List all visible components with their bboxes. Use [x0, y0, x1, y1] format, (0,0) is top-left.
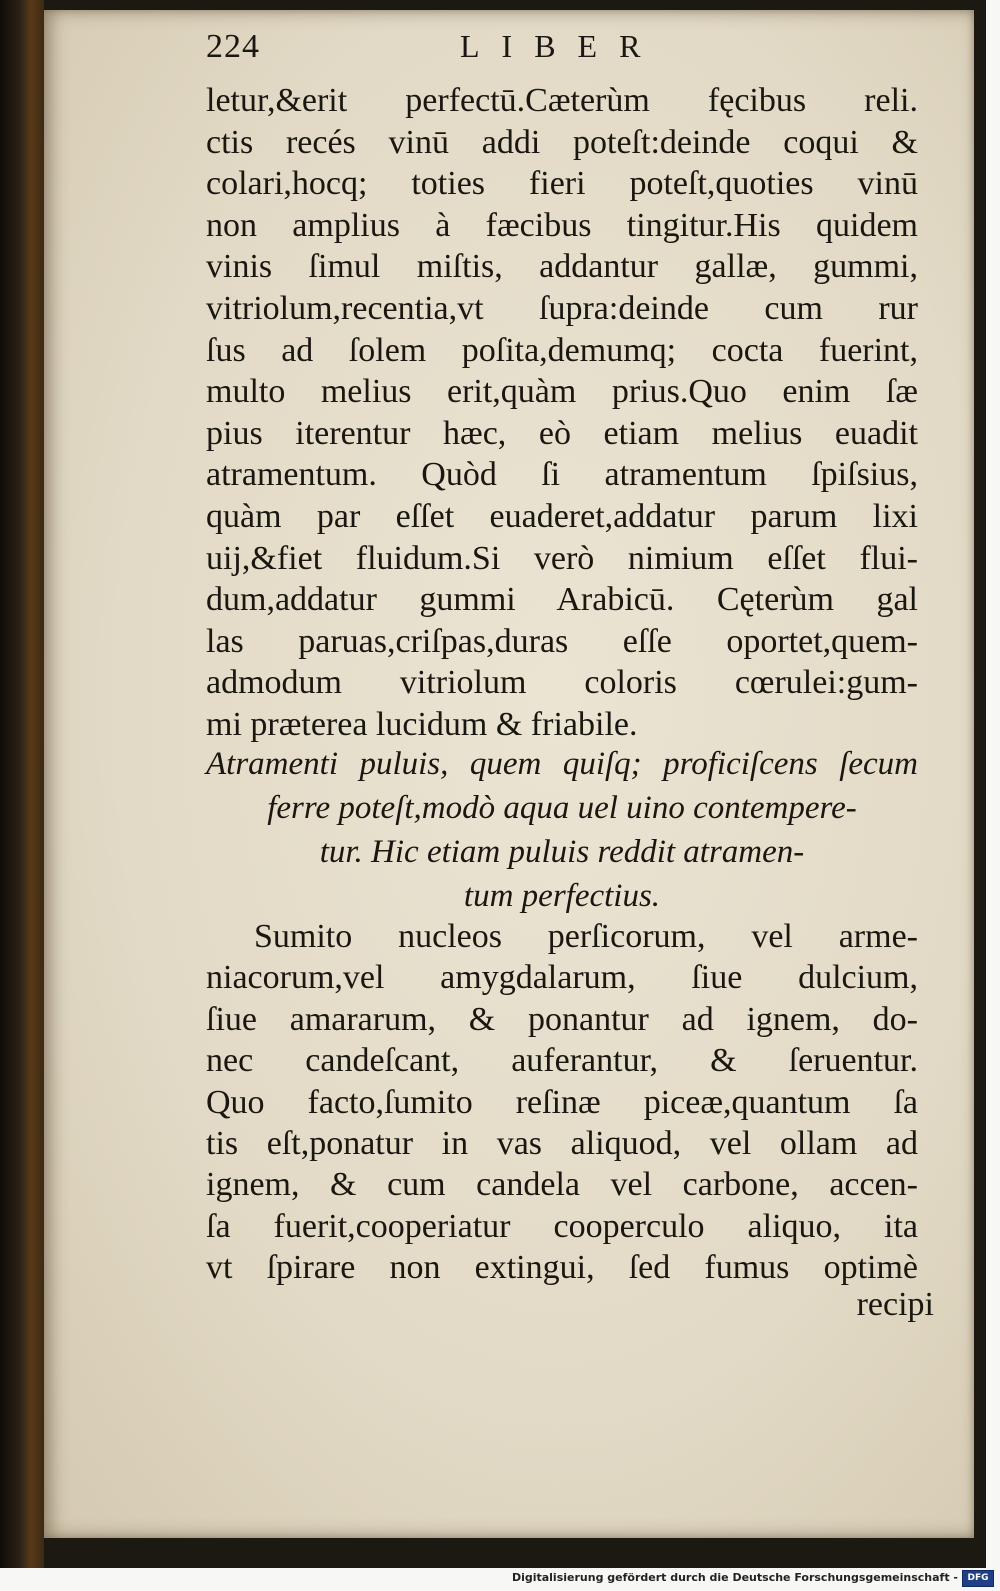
dfg-logo: DFG — [962, 1570, 994, 1587]
text-line: ſa fuerit,cooperiatur cooperculo aliquo, ita — [206, 1207, 918, 1245]
text-line: vitriolum,recentia,vt ſupra:deinde cum rur — [206, 289, 918, 327]
text-line: tis eſt,ponatur in vas aliquod, vel ollam ad — [206, 1124, 918, 1162]
text-line: pius iterentur hæc, eò etiam melius euadit — [206, 414, 918, 452]
page-header — [206, 28, 906, 74]
text-line: vinis ſimul miſtis, addantur gallæ, gummi, — [206, 248, 918, 286]
text-line: las paruas,criſpas,duras eſſe oportet,quem- — [206, 622, 918, 660]
funding-credit: Digitalisierung gefördert durch die Deutsche Forschungsgemeinschaft - — [511, 1571, 958, 1584]
text-line: quàm par eſſet euaderet,addatur parum lixi — [206, 497, 918, 535]
text-line: vt ſpirare non extingui, ſed fumus optimè — [206, 1249, 918, 1287]
text-line: uij,&fiet fluidum.Si verò nimium eſſet flui- — [206, 539, 918, 577]
page-number: 224 — [206, 28, 260, 65]
text-line: dum,addatur gummi Arabicū. Cęterùm gal — [206, 581, 918, 619]
catchword: recipi — [856, 1286, 934, 1323]
text-line: multo melius erit,quàm prius.Quo enim ſæ — [206, 373, 918, 411]
book-binding-edge — [0, 0, 44, 1568]
text-line: Sumito nucleos perſicorum, vel arme- — [254, 918, 918, 955]
text-line: ctis recés vinū addi poteſt:deinde coqui & — [206, 123, 918, 161]
text-line: nec candeſcant, auferantur, & ſeruentur. — [206, 1042, 918, 1080]
text-line: colari,hocq; toties fieri poteſt,quoties vinū — [206, 165, 918, 203]
heading-line: Atramenti puluis, quem quiſq; proficiſcens ſecum — [206, 746, 918, 782]
text-line: atramentum. Quòd ſi atramentum ſpiſsius, — [206, 456, 918, 494]
heading-line: tur. Hic etiam puluis reddit atramen- — [319, 834, 805, 870]
text-line: admodum vitriolum coloris cœrulei:gum- — [206, 664, 918, 702]
heading-line: tum perfectius. — [463, 878, 661, 914]
text-line: letur,&erit perfectū.Cæterùm fęcibus reli. — [206, 82, 918, 119]
paragraph-2 — [206, 916, 918, 1289]
text-line: ſus ad ſolem poſita,demumq; cocta fuerint, — [206, 331, 918, 369]
heading-line: ferre poteſt,modò aqua uel uino contempere- — [267, 790, 857, 826]
paragraph-1 — [206, 80, 918, 746]
footer-bar — [0, 1568, 1000, 1591]
text-line: non amplius à fæcibus tingitur.His quidem — [206, 206, 918, 244]
text-line: mi præterea lucidum & friabile. — [206, 705, 638, 743]
text-line: niacorum,vel amygdalarum, ſiue dulcium, — [206, 959, 918, 997]
text-line: Quo facto,ſumito reſinæ piceæ,quantum ſa — [206, 1083, 918, 1121]
text-line: ignem, & cum candela vel carbone, accen- — [206, 1166, 918, 1204]
section-heading — [206, 742, 918, 918]
running-head: LIBER — [460, 28, 663, 64]
text-line: ſiue amararum, & ponantur ad ignem, do- — [206, 1000, 918, 1038]
